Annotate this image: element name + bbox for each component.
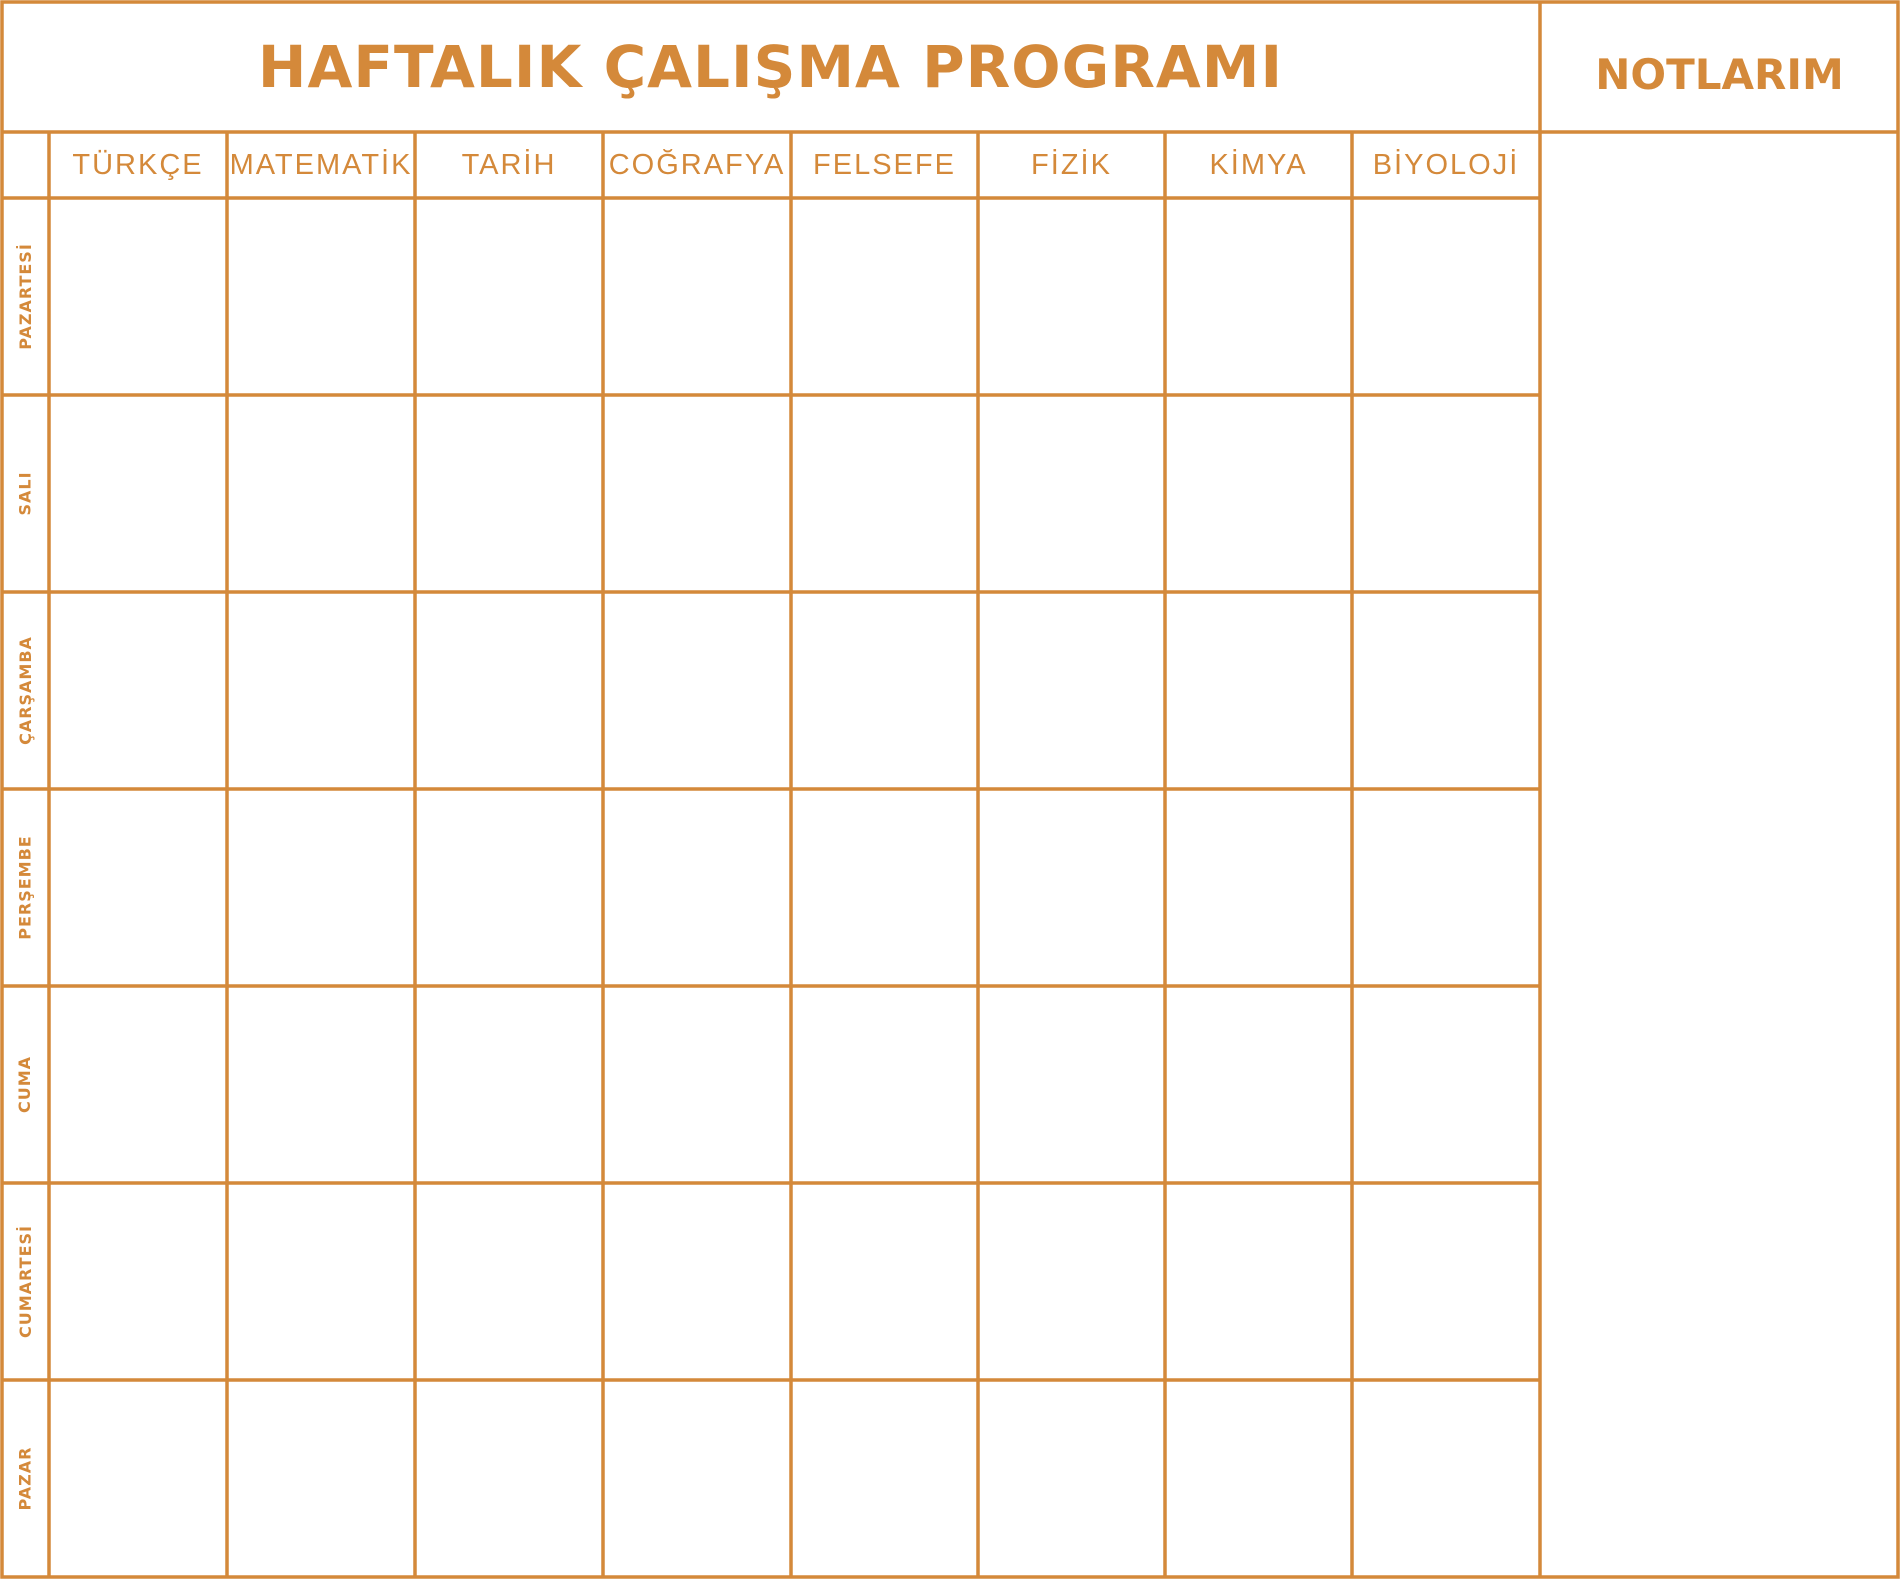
schedule-cell[interactable] (229, 988, 413, 1181)
day-label-text: PERŞEMBE (15, 835, 35, 940)
schedule-cell[interactable] (229, 1382, 413, 1575)
schedule-cell[interactable] (980, 200, 1163, 393)
subject-header-tarih: TARİH (461, 149, 557, 181)
schedule-cell[interactable] (51, 988, 225, 1181)
schedule-cell[interactable] (1167, 1382, 1350, 1575)
schedule-cell[interactable] (793, 988, 976, 1181)
schedule-cell[interactable] (605, 594, 789, 787)
notes-title: NOTLARIM (1595, 50, 1844, 99)
day-label-text: ÇARŞAMBA (15, 636, 35, 745)
schedule-cell[interactable] (1354, 200, 1538, 393)
schedule-cell[interactable] (417, 1185, 601, 1378)
schedule-cell[interactable] (793, 200, 976, 393)
day-label-text: SALI (15, 471, 35, 516)
day-label-persembe (2, 791, 48, 984)
page-title: HAFTALIK ÇALIŞMA PROGRAMI (257, 33, 1284, 101)
day-label-text: PAZARTESİ (15, 243, 35, 350)
schedule-cell[interactable] (1167, 397, 1350, 590)
schedule-cell[interactable] (1167, 988, 1350, 1181)
schedule-cell[interactable] (417, 1382, 601, 1575)
schedule-cell[interactable] (1354, 791, 1538, 984)
day-label-pazartesi (2, 200, 48, 393)
day-label-cumartesi (2, 1185, 48, 1378)
schedule-cell[interactable] (980, 1185, 1163, 1378)
schedule-cell[interactable] (1167, 200, 1350, 393)
subject-header-turkce: TÜRKÇE (72, 149, 204, 181)
schedule-cell[interactable] (1167, 791, 1350, 984)
day-label-text: CUMA (15, 1055, 35, 1114)
day-label-pazar (2, 1382, 48, 1575)
schedule-cell[interactable] (51, 594, 225, 787)
day-label-text: PAZAR (15, 1446, 35, 1511)
schedule-cell[interactable] (51, 791, 225, 984)
schedule-cell[interactable] (605, 397, 789, 590)
subject-header-matematik: MATEMATİK (229, 149, 413, 181)
subject-header-felsefe: FELSEFE (813, 149, 956, 181)
schedule-cell[interactable] (417, 594, 601, 787)
schedule-cell[interactable] (605, 1382, 789, 1575)
schedule-cell[interactable] (793, 397, 976, 590)
schedule-cell[interactable] (793, 1382, 976, 1575)
schedule-cell[interactable] (229, 397, 413, 590)
schedule-cell[interactable] (605, 988, 789, 1181)
day-label-carsamba (2, 594, 48, 787)
schedule-cell[interactable] (980, 397, 1163, 590)
schedule-cell[interactable] (1354, 1382, 1538, 1575)
schedule-cell[interactable] (229, 200, 413, 393)
schedule-cell[interactable] (793, 1185, 976, 1378)
schedule-cell[interactable] (229, 594, 413, 787)
schedule-cell[interactable] (1167, 594, 1350, 787)
schedule-cell[interactable] (1354, 988, 1538, 1181)
schedule-cell[interactable] (51, 1382, 225, 1575)
schedule-cell[interactable] (417, 791, 601, 984)
schedule-cell[interactable] (51, 200, 225, 393)
schedule-cell[interactable] (605, 791, 789, 984)
schedule-cell[interactable] (980, 988, 1163, 1181)
schedule-cell[interactable] (1354, 397, 1538, 590)
schedule-cell[interactable] (1354, 1185, 1538, 1378)
schedule-cell[interactable] (417, 988, 601, 1181)
schedule-cell[interactable] (417, 200, 601, 393)
schedule-cell[interactable] (417, 397, 601, 590)
schedule-cell[interactable] (51, 1185, 225, 1378)
schedule-cell[interactable] (605, 1185, 789, 1378)
day-label-text: CUMARTESİ (15, 1225, 35, 1338)
day-label-cuma (2, 988, 48, 1181)
schedule-cell[interactable] (605, 200, 789, 393)
schedule-cell[interactable] (793, 791, 976, 984)
schedule-cell[interactable] (980, 791, 1163, 984)
schedule-cell[interactable] (229, 1185, 413, 1378)
notes-area[interactable] (1542, 134, 1896, 1575)
schedule-cell[interactable] (1354, 594, 1538, 787)
subject-header-cografya: COĞRAFYA (608, 149, 786, 181)
subject-header-kimya: KİMYA (1209, 149, 1308, 181)
schedule-cell[interactable] (980, 1382, 1163, 1575)
schedule-cell[interactable] (229, 791, 413, 984)
schedule-cell[interactable] (793, 594, 976, 787)
day-label-sali (2, 397, 48, 590)
schedule-cell[interactable] (1167, 1185, 1350, 1378)
schedule-cell[interactable] (51, 397, 225, 590)
subject-header-biyoloji: BİYOLOJİ (1372, 149, 1520, 181)
subject-header-fizik: FİZİK (1031, 149, 1112, 181)
schedule-cell[interactable] (980, 594, 1163, 787)
